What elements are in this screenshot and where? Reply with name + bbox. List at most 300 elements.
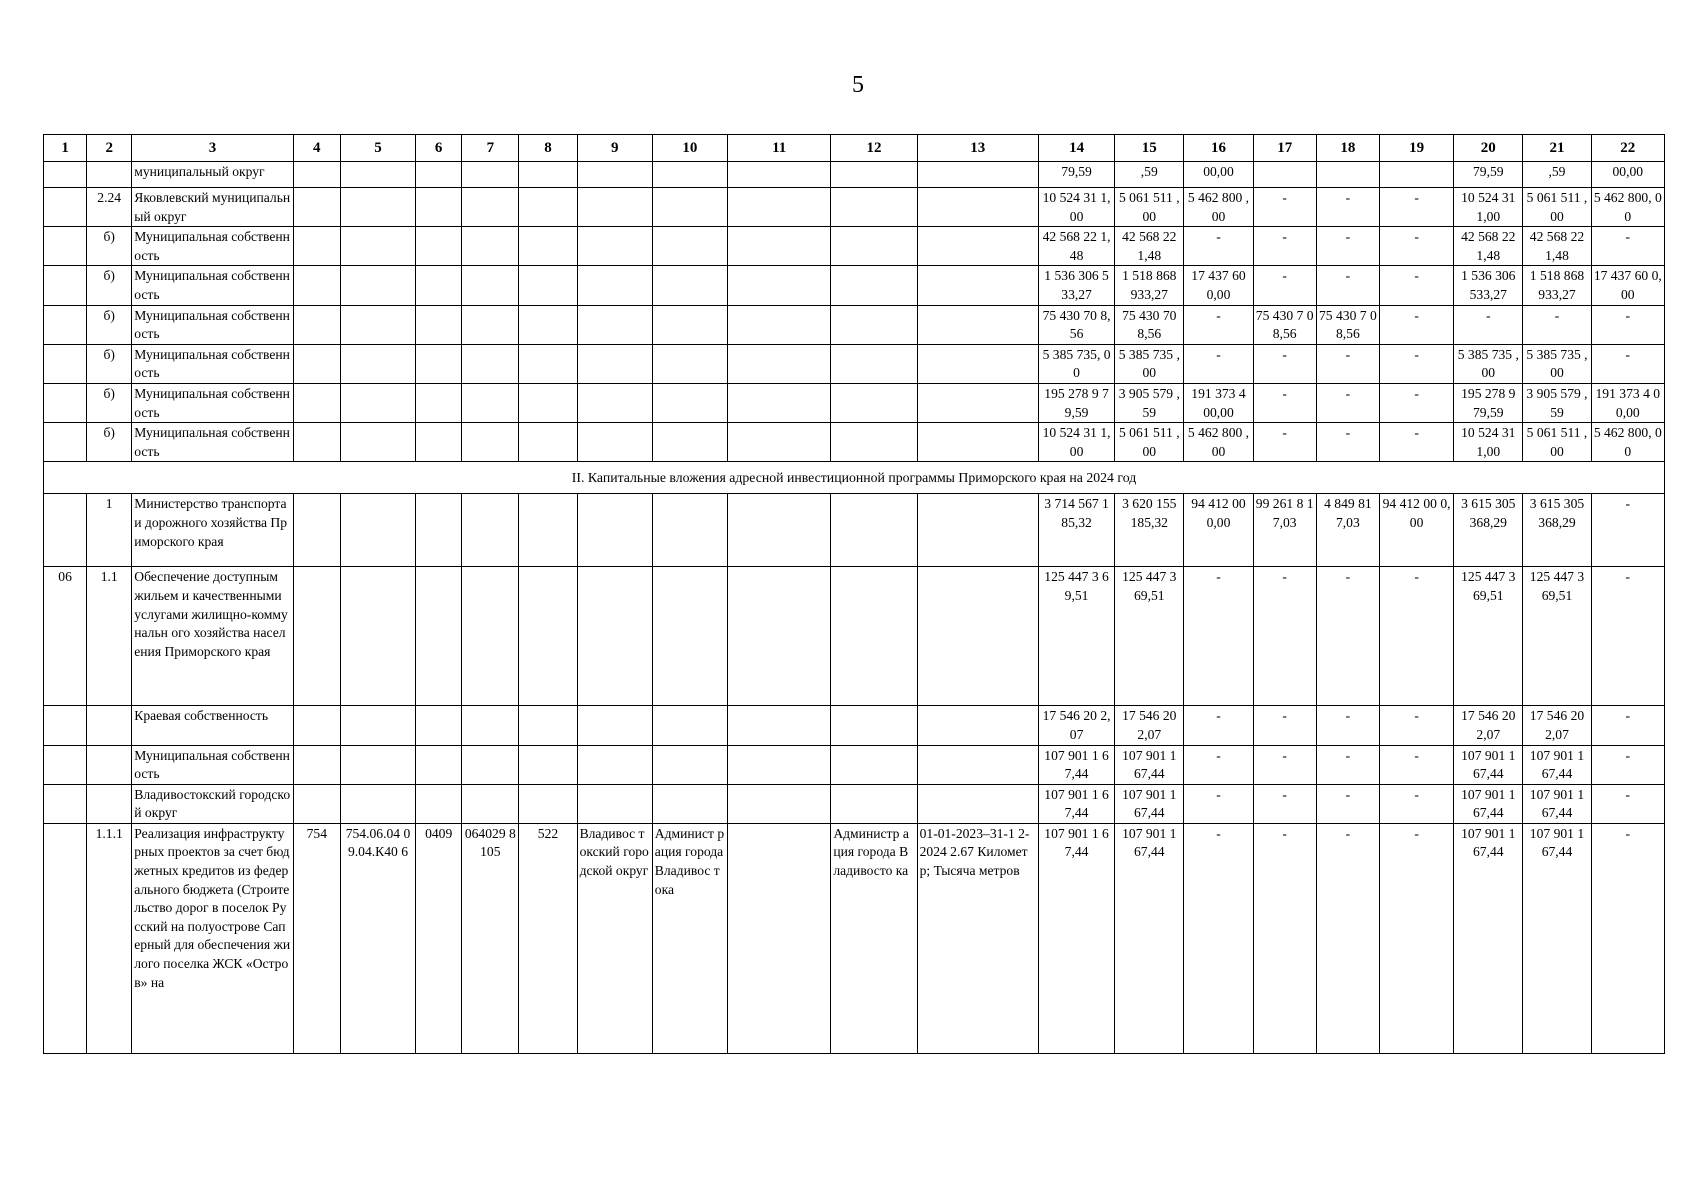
- table-cell-col-19: -: [1379, 745, 1453, 784]
- table-cell-col-8: [519, 706, 577, 745]
- table-cell-col-17: -: [1253, 423, 1316, 462]
- table-cell-col-7: [462, 383, 519, 422]
- table-cell-col-12: [831, 266, 917, 305]
- column-header-21: 21: [1523, 135, 1591, 162]
- table-cell-col-20: 195 278 9 79,59: [1454, 383, 1523, 422]
- table-cell-col-19: -: [1379, 266, 1453, 305]
- table-cell-col-18: -: [1316, 784, 1379, 823]
- table-cell-col-6: [416, 162, 462, 188]
- column-header-8: 8: [519, 135, 577, 162]
- column-header-22: 22: [1591, 135, 1664, 162]
- table-cell-col-14: 107 901 1 67,44: [1038, 784, 1114, 823]
- table-cell-col-12: [831, 162, 917, 188]
- table-cell-col-4: [293, 227, 340, 266]
- table-cell-col-5: [340, 567, 415, 706]
- table-cell-col-20: 79,59: [1454, 162, 1523, 188]
- table-cell-col-20: 107 901 1 67,44: [1454, 784, 1523, 823]
- table-cell-col-10: [652, 383, 727, 422]
- table-cell-col-20: 1 536 306 533,27: [1454, 266, 1523, 305]
- table-cell-col-19: -: [1379, 344, 1453, 383]
- table-cell-col-15: 1 518 868 933,27: [1115, 266, 1184, 305]
- table-cell-col-14: 10 524 31 1,00: [1038, 188, 1114, 227]
- table-cell-col-18: 4 849 81 7,03: [1316, 494, 1379, 567]
- table-cell-col-9: [577, 188, 652, 227]
- table-cell-col-15: 42 568 22 1,48: [1115, 227, 1184, 266]
- table-cell-col-18: 75 430 7 08,56: [1316, 305, 1379, 344]
- table-cell-col-13: [917, 227, 1038, 266]
- table-cell-col-13: [917, 162, 1038, 188]
- table-cell-col-10: Админист рация города Владивос тока: [652, 823, 727, 1053]
- table-cell-col-1: [44, 706, 87, 745]
- table-cell-col-17: -: [1253, 188, 1316, 227]
- table-cell-col-7: [462, 305, 519, 344]
- table-cell-col-5: [340, 745, 415, 784]
- table-cell-col-11: [728, 745, 831, 784]
- table-cell-col-10: [652, 305, 727, 344]
- column-header-3: 3: [132, 135, 293, 162]
- table-cell-col-8: [519, 227, 577, 266]
- table-cell-col-8: [519, 784, 577, 823]
- table-cell-col-22: -: [1591, 305, 1664, 344]
- table-cell-col-1: [44, 784, 87, 823]
- table-cell-col-8: [519, 567, 577, 706]
- table-row: [44, 305, 1665, 344]
- table-cell-col-6: [416, 423, 462, 462]
- table-cell-col-17: -: [1253, 227, 1316, 266]
- table-cell-col-13: [917, 266, 1038, 305]
- table-row: [44, 188, 1665, 227]
- table-cell-col-21: 107 901 1 67,44: [1523, 784, 1591, 823]
- table-row: [44, 383, 1665, 422]
- table-cell-col-4: [293, 423, 340, 462]
- table-cell-col-11: [728, 227, 831, 266]
- table-cell-col-10: [652, 227, 727, 266]
- table-cell-col-1: [44, 344, 87, 383]
- table-cell-col-12: [831, 567, 917, 706]
- table-cell-col-15: 75 430 70 8,56: [1115, 305, 1184, 344]
- table-cell-col-21: 17 546 20 2,07: [1523, 706, 1591, 745]
- table-cell-col-13: [917, 383, 1038, 422]
- table-cell-col-17: -: [1253, 784, 1316, 823]
- table-cell-col-9: [577, 567, 652, 706]
- table-cell-col-10: [652, 494, 727, 567]
- table-cell-col-10: [652, 706, 727, 745]
- table-cell-col-22: -: [1591, 227, 1664, 266]
- table-cell-col-11: [728, 188, 831, 227]
- table-cell-col-14: 5 385 735, 00: [1038, 344, 1114, 383]
- table-cell-col-21: 5 061 511 ,00: [1523, 423, 1591, 462]
- table-cell-col-4: [293, 188, 340, 227]
- table-cell-col-5: [340, 784, 415, 823]
- table-cell-col-16: -: [1184, 227, 1253, 266]
- table-cell-col-22: -: [1591, 784, 1664, 823]
- table-cell-col-19: -: [1379, 706, 1453, 745]
- table-cell-col-5: [340, 305, 415, 344]
- table-cell-col-22: -: [1591, 706, 1664, 745]
- table-cell-col-9: [577, 494, 652, 567]
- table-cell-col-2: б): [87, 344, 132, 383]
- table-cell-col-16: 94 412 00 0,00: [1184, 494, 1253, 567]
- table-cell-col-8: [519, 162, 577, 188]
- table-cell-col-19: -: [1379, 423, 1453, 462]
- table-cell-col-6: [416, 745, 462, 784]
- table-cell-col-2: 2.24: [87, 188, 132, 227]
- table-cell-col-12: [831, 494, 917, 567]
- table-cell-col-9: [577, 706, 652, 745]
- table-cell-col-9: [577, 745, 652, 784]
- table-cell-col-4: [293, 567, 340, 706]
- table-cell-col-3: Муниципальная собственность: [132, 423, 293, 462]
- table-cell-col-6: [416, 266, 462, 305]
- table-cell-col-18: -: [1316, 344, 1379, 383]
- table-cell-col-11: [728, 383, 831, 422]
- table-cell-col-7: [462, 162, 519, 188]
- column-header-15: 15: [1115, 135, 1184, 162]
- table-cell-col-9: [577, 305, 652, 344]
- table-cell-col-14: 1 536 306 533,27: [1038, 266, 1114, 305]
- table-cell-col-13: [917, 745, 1038, 784]
- table-cell-col-18: -: [1316, 383, 1379, 422]
- table-cell-col-17: -: [1253, 567, 1316, 706]
- table-cell-col-11: [728, 162, 831, 188]
- table-cell-col-5: [340, 494, 415, 567]
- table-cell-col-12: [831, 305, 917, 344]
- table-row: [44, 784, 1665, 823]
- table-cell-col-7: [462, 567, 519, 706]
- table-cell-col-17: -: [1253, 383, 1316, 422]
- table-cell-col-6: [416, 227, 462, 266]
- table-cell-col-7: [462, 706, 519, 745]
- table-cell-col-5: 754.06.04 09.04.К40 6: [340, 823, 415, 1053]
- table-cell-col-2: 1.1.1: [87, 823, 132, 1053]
- table-cell-col-15: 3 905 579 ,59: [1115, 383, 1184, 422]
- table-cell-col-4: [293, 344, 340, 383]
- table-cell-col-11: [728, 266, 831, 305]
- table-cell-col-22: 00,00: [1591, 162, 1664, 188]
- table-cell-col-22: 17 437 60 0,00: [1591, 266, 1664, 305]
- table-cell-col-1: [44, 266, 87, 305]
- table-cell-col-21: 5 385 735 ,00: [1523, 344, 1591, 383]
- table-cell-col-17: -: [1253, 266, 1316, 305]
- table-cell-col-19: -: [1379, 305, 1453, 344]
- table-cell-col-18: -: [1316, 423, 1379, 462]
- table-cell-col-18: -: [1316, 266, 1379, 305]
- table-cell-col-10: [652, 162, 727, 188]
- table-cell-col-3: муниципальный округ: [132, 162, 293, 188]
- table-cell-col-10: [652, 745, 727, 784]
- table-cell-col-22: -: [1591, 567, 1664, 706]
- table-cell-col-20: 107 901 1 67,44: [1454, 745, 1523, 784]
- table-cell-col-12: [831, 344, 917, 383]
- table-cell-col-8: [519, 423, 577, 462]
- table-cell-col-15: ,59: [1115, 162, 1184, 188]
- column-header-4: 4: [293, 135, 340, 162]
- table-header-row: [44, 135, 1665, 162]
- page-number: 5: [852, 72, 864, 98]
- table-cell-col-3: Муниципальная собственность: [132, 305, 293, 344]
- table-cell-col-14: 3 714 567 185,32: [1038, 494, 1114, 567]
- table-cell-col-14: 79,59: [1038, 162, 1114, 188]
- table-cell-col-13: [917, 305, 1038, 344]
- table-cell-col-3: Муниципальная собственность: [132, 266, 293, 305]
- table-cell-col-17: -: [1253, 344, 1316, 383]
- table-cell-col-15: 107 901 1 67,44: [1115, 745, 1184, 784]
- table-cell-col-5: [340, 383, 415, 422]
- table-cell-col-18: -: [1316, 706, 1379, 745]
- table-cell-col-2: б): [87, 305, 132, 344]
- table-cell-col-10: [652, 188, 727, 227]
- table-cell-col-9: [577, 383, 652, 422]
- table-cell-col-11: [728, 423, 831, 462]
- table-cell-col-16: -: [1184, 706, 1253, 745]
- table-cell-col-14: 75 430 70 8,56: [1038, 305, 1114, 344]
- table-cell-col-9: [577, 227, 652, 266]
- column-header-13: 13: [917, 135, 1038, 162]
- table-cell-col-16: -: [1184, 305, 1253, 344]
- table-cell-col-15: 17 546 20 2,07: [1115, 706, 1184, 745]
- table-cell-col-2: б): [87, 266, 132, 305]
- table-cell-col-1: [44, 305, 87, 344]
- table-cell-col-22: -: [1591, 745, 1664, 784]
- table-cell-col-5: [340, 344, 415, 383]
- table-cell-col-19: -: [1379, 823, 1453, 1053]
- table-cell-col-3: Владивостокский городской округ: [132, 784, 293, 823]
- table-cell-col-18: [1316, 162, 1379, 188]
- table-cell-col-21: 3 905 579 ,59: [1523, 383, 1591, 422]
- column-header-2: 2: [87, 135, 132, 162]
- table-cell-col-11: [728, 823, 831, 1053]
- table-cell-col-22: 5 462 800, 00: [1591, 423, 1664, 462]
- table-cell-col-20: 3 615 305 368,29: [1454, 494, 1523, 567]
- table-cell-col-15: 5 061 511 ,00: [1115, 423, 1184, 462]
- table-cell-col-21: ,59: [1523, 162, 1591, 188]
- table-cell-col-17: -: [1253, 823, 1316, 1053]
- table-cell-col-8: [519, 383, 577, 422]
- table-cell-col-3: Яковлевский муниципальный округ: [132, 188, 293, 227]
- table-cell-col-6: [416, 706, 462, 745]
- column-header-19: 19: [1379, 135, 1453, 162]
- table-cell-col-7: [462, 344, 519, 383]
- section-title: II. Капитальные вложения адресной инвестиционной программы Приморского края на 2024 год: [44, 462, 1665, 494]
- table-row: [44, 266, 1665, 305]
- table-cell-col-15: 5 061 511 ,00: [1115, 188, 1184, 227]
- table-cell-col-19: -: [1379, 383, 1453, 422]
- table-cell-col-17: [1253, 162, 1316, 188]
- table-row: [44, 706, 1665, 745]
- table-cell-col-12: [831, 706, 917, 745]
- table-cell-col-15: 125 447 3 69,51: [1115, 567, 1184, 706]
- column-header-12: 12: [831, 135, 917, 162]
- table-cell-col-4: [293, 745, 340, 784]
- table-cell-col-4: [293, 784, 340, 823]
- table-cell-col-13: [917, 784, 1038, 823]
- table-cell-col-10: [652, 784, 727, 823]
- table-cell-col-3: Краевая собственность: [132, 706, 293, 745]
- table-cell-col-16: -: [1184, 745, 1253, 784]
- table-cell-col-18: -: [1316, 188, 1379, 227]
- table-cell-col-2: б): [87, 383, 132, 422]
- table-cell-col-21: 107 901 1 67,44: [1523, 823, 1591, 1053]
- table-cell-col-14: 17 546 20 2,07: [1038, 706, 1114, 745]
- table-cell-col-16: -: [1184, 823, 1253, 1053]
- table-cell-col-4: 754: [293, 823, 340, 1053]
- table-cell-col-1: [44, 745, 87, 784]
- table-cell-col-2: б): [87, 423, 132, 462]
- table-cell-col-7: [462, 745, 519, 784]
- table-cell-col-9: [577, 266, 652, 305]
- table-cell-col-10: [652, 423, 727, 462]
- table-cell-col-4: [293, 266, 340, 305]
- table-cell-col-7: [462, 227, 519, 266]
- table-cell-col-14: 42 568 22 1,48: [1038, 227, 1114, 266]
- table-cell-col-18: -: [1316, 227, 1379, 266]
- table-cell-col-14: 125 447 3 69,51: [1038, 567, 1114, 706]
- table-cell-col-19: [1379, 162, 1453, 188]
- table-cell-col-8: [519, 266, 577, 305]
- table-cell-col-6: 0409: [416, 823, 462, 1053]
- table-cell-col-1: 06: [44, 567, 87, 706]
- table-cell-col-16: 191 373 4 00,00: [1184, 383, 1253, 422]
- table-cell-col-13: [917, 188, 1038, 227]
- table-cell-col-9: Владивос токский городской округ: [577, 823, 652, 1053]
- table-cell-col-1: [44, 188, 87, 227]
- table-cell-col-8: [519, 188, 577, 227]
- table-row: [44, 344, 1665, 383]
- table-row: [44, 823, 1665, 1053]
- table-cell-col-1: [44, 423, 87, 462]
- table-cell-col-6: [416, 188, 462, 227]
- table-row: [44, 745, 1665, 784]
- table-cell-col-2: [87, 162, 132, 188]
- table-cell-col-20: 5 385 735 ,00: [1454, 344, 1523, 383]
- table-cell-col-12: [831, 383, 917, 422]
- table-cell-col-16: -: [1184, 344, 1253, 383]
- table-cell-col-22: -: [1591, 494, 1664, 567]
- table-row: [44, 494, 1665, 567]
- table-cell-col-11: [728, 706, 831, 745]
- table-cell-col-12: [831, 227, 917, 266]
- table-cell-col-4: [293, 162, 340, 188]
- table-cell-col-5: [340, 266, 415, 305]
- table-cell-col-19: -: [1379, 567, 1453, 706]
- table-cell-col-13: 01-01-2023–31-1 2-2024 2.67 Километр; Тысяча метров: [917, 823, 1038, 1053]
- table-row: [44, 227, 1665, 266]
- column-header-20: 20: [1454, 135, 1523, 162]
- table-cell-col-14: 107 901 1 67,44: [1038, 745, 1114, 784]
- table-cell-col-2: 1.1: [87, 567, 132, 706]
- table-cell-col-16: -: [1184, 784, 1253, 823]
- table-cell-col-2: [87, 706, 132, 745]
- table-row: [44, 567, 1665, 706]
- table-body: [44, 135, 1665, 1054]
- table-cell-col-10: [652, 567, 727, 706]
- table-cell-col-17: -: [1253, 706, 1316, 745]
- table-cell-col-20: 125 447 3 69,51: [1454, 567, 1523, 706]
- table-cell-col-6: [416, 567, 462, 706]
- table-cell-col-8: [519, 344, 577, 383]
- table-cell-col-11: [728, 567, 831, 706]
- table-cell-col-9: [577, 162, 652, 188]
- table-cell-col-8: 522: [519, 823, 577, 1053]
- table-cell-col-12: Администр ация города Владивосто ка: [831, 823, 917, 1053]
- table-cell-col-1: [44, 227, 87, 266]
- table-cell-col-12: [831, 745, 917, 784]
- table-cell-col-6: [416, 784, 462, 823]
- table-cell-col-10: [652, 266, 727, 305]
- table-cell-col-18: -: [1316, 745, 1379, 784]
- table-cell-col-15: 5 385 735 ,00: [1115, 344, 1184, 383]
- table-cell-col-8: [519, 745, 577, 784]
- table-cell-col-21: 125 447 3 69,51: [1523, 567, 1591, 706]
- table-cell-col-12: [831, 423, 917, 462]
- table-cell-col-4: [293, 706, 340, 745]
- table-cell-col-11: [728, 344, 831, 383]
- column-header-14: 14: [1038, 135, 1114, 162]
- table-cell-col-2: б): [87, 227, 132, 266]
- table-cell-col-17: 99 261 8 17,03: [1253, 494, 1316, 567]
- column-header-18: 18: [1316, 135, 1379, 162]
- table-cell-col-1: [44, 494, 87, 567]
- table-row: [44, 162, 1665, 188]
- table-cell-col-5: [340, 423, 415, 462]
- table-cell-col-3: Муниципальная собственность: [132, 383, 293, 422]
- table-row: [44, 423, 1665, 462]
- table-cell-col-4: [293, 305, 340, 344]
- column-header-16: 16: [1184, 135, 1253, 162]
- table-cell-col-13: [917, 706, 1038, 745]
- table-cell-col-3: Обеспечение доступным жильем и качественными услугами жилищно-коммунальн ого хозяйства населения Приморского края: [132, 567, 293, 706]
- table-cell-col-7: [462, 188, 519, 227]
- table-cell-col-11: [728, 494, 831, 567]
- table-cell-col-12: [831, 188, 917, 227]
- table-cell-col-22: -: [1591, 823, 1664, 1053]
- table-cell-col-2: 1: [87, 494, 132, 567]
- table-cell-col-13: [917, 494, 1038, 567]
- table-cell-col-12: [831, 784, 917, 823]
- column-header-5: 5: [340, 135, 415, 162]
- table-cell-col-2: [87, 784, 132, 823]
- table-cell-col-22: 191 373 4 00,00: [1591, 383, 1664, 422]
- table-cell-col-3: Муниципальная собственность: [132, 344, 293, 383]
- table-cell-col-16: 5 462 800 ,00: [1184, 423, 1253, 462]
- table-cell-col-19: -: [1379, 188, 1453, 227]
- table-cell-col-14: 195 278 9 79,59: [1038, 383, 1114, 422]
- column-header-10: 10: [652, 135, 727, 162]
- table-cell-col-4: [293, 383, 340, 422]
- column-header-11: 11: [728, 135, 831, 162]
- table-cell-col-8: [519, 494, 577, 567]
- table-cell-col-3: Муниципальная собственность: [132, 227, 293, 266]
- table-cell-col-5: [340, 162, 415, 188]
- table-cell-col-20: -: [1454, 305, 1523, 344]
- table-cell-col-17: 75 430 7 08,56: [1253, 305, 1316, 344]
- table-cell-col-20: 42 568 22 1,48: [1454, 227, 1523, 266]
- table-cell-col-21: -: [1523, 305, 1591, 344]
- table-cell-col-9: [577, 344, 652, 383]
- table-cell-col-20: 17 546 20 2,07: [1454, 706, 1523, 745]
- table-cell-col-14: 107 901 1 67,44: [1038, 823, 1114, 1053]
- section-title-row: [44, 462, 1665, 494]
- table-cell-col-19: 94 412 00 0,00: [1379, 494, 1453, 567]
- table-cell-col-15: 107 901 1 67,44: [1115, 784, 1184, 823]
- table-cell-col-3: Муниципальная собственность: [132, 745, 293, 784]
- table-cell-col-6: [416, 344, 462, 383]
- table-cell-col-4: [293, 494, 340, 567]
- table-cell-col-8: [519, 305, 577, 344]
- table-cell-col-1: [44, 162, 87, 188]
- table-cell-col-13: [917, 344, 1038, 383]
- table-cell-col-7: 064029 8105: [462, 823, 519, 1053]
